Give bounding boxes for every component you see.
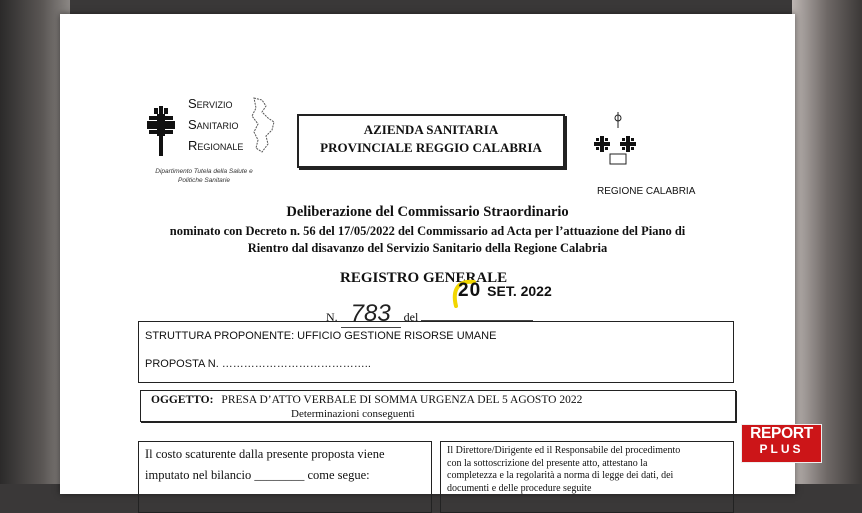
background-right	[792, 0, 862, 484]
regione-crest-icon	[592, 110, 644, 174]
direttore-box: Il Direttore/Dirigente ed il Responsabile del procedimento con la sottoscrizione del presente atto, attestano la completezza e la regolarità a norma di legge dei dati, dei documenti e delle procedure seguite	[440, 441, 734, 513]
struttura-box	[138, 321, 734, 383]
n-label: N.	[326, 310, 338, 324]
calabria-map-icon	[248, 96, 282, 156]
regione-label: REGIONE CALABRIA	[597, 186, 696, 197]
asp-header-box	[297, 114, 565, 168]
oggetto-label: OGGETTO:	[151, 394, 214, 406]
report-plus-logo: REPORT PLUS	[741, 424, 822, 463]
ssr-subtitle: Dipartimento Tutela della Salute e Politiche Sanitarie	[155, 168, 253, 184]
date-stamp: 20 SET. 2022	[458, 280, 552, 301]
oggetto-text: PRESA D’ATTO VERBALE DI SOMMA URGENZA DEL 5 AGOSTO 2022	[221, 394, 583, 406]
costo-box: Il costo scaturente dalla presente proposta viene imputato nel bilancio ________ come segue:	[138, 441, 432, 513]
registro-number: 783	[341, 301, 401, 328]
asp-line-1: AZIENDA SANITARIA	[363, 122, 499, 137]
oggetto-box	[140, 390, 736, 422]
ssr-logo-icon	[145, 56, 187, 166]
asp-line-2: PROVINCIALE REGGIO CALABRIA	[320, 140, 542, 155]
ssr-text: SERVIZIO SANITARIO REGIONALE	[188, 96, 244, 153]
del-label: del	[403, 310, 419, 324]
document-subtitle: nominato con Decreto n. 56 del 17/05/2022 del Commissario ad Acta per l’attuazione del Piano di Rientro dal disavanzo del Servizio Sanitario della Regione Calabria	[169, 224, 686, 255]
oggetto-text-2: Determinazioni conseguenti	[291, 408, 415, 420]
struttura-line: STRUTTURA PROPONENTE: UFFICIO GESTIONE RISORSE UMANE	[145, 330, 497, 342]
registro-label: REGISTRO GENERALE	[340, 270, 508, 286]
document-page	[60, 14, 795, 494]
proposta-line: PROPOSTA N. …………………………………..	[145, 358, 371, 370]
document-title: Deliberazione del Commissario Straordinario	[286, 204, 569, 220]
